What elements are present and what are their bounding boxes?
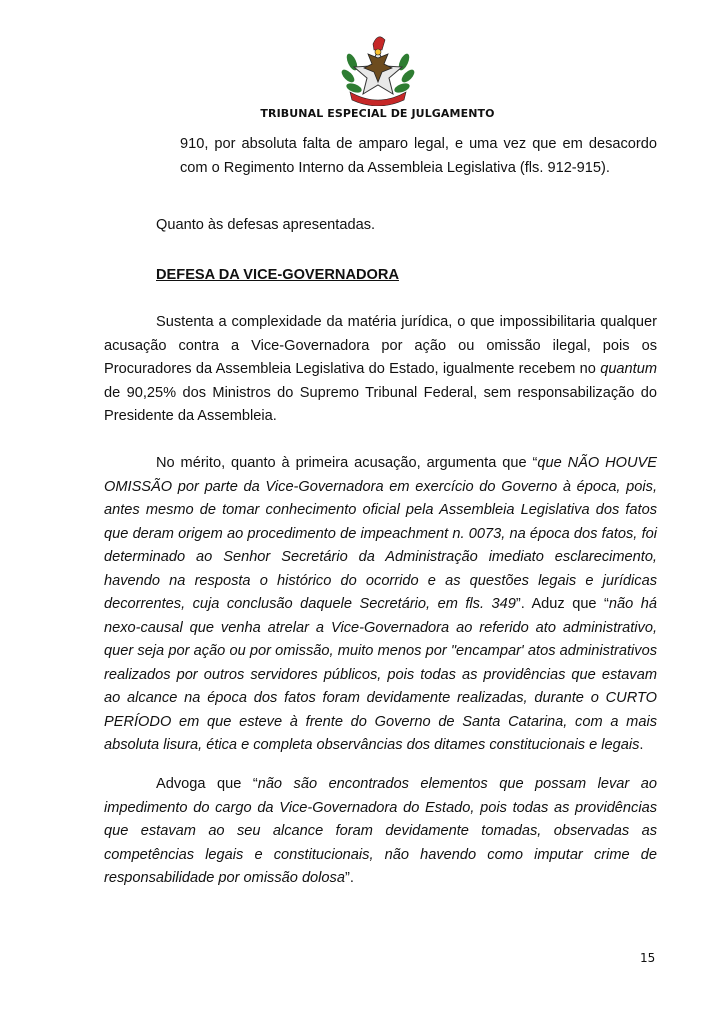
paragraph-complexity: Sustenta a complexidade da matéria jurídica, o que impossibilitaria qualquer acusação contra a Vice-Governadora por ação ou omissão ilegal, pois os Procuradores da Assembleia Legislativa do Estado, igualmente recebem no quantum de 90,25% dos Ministros do Supremo Tribunal Federal, sem responsabilização do Presidente da Assembleia. (104, 314, 657, 424)
paragraph-merit: No mérito, quanto à primeira acusação, argumenta que “que NÃO HOUVE OMISSÃO por parte da Vice-Governadora em exercício do Governo à época, pois, antes mesmo de tomar conhecimento oficial pela Assembleia Legislativa dos fatos que deram origem ao procedimento de impeachment n. 0073, na época dos fatos, foi determinado ao Senhor Secretário da Administração imediato esclarecimento, havendo na resposta o histórico do ocorrido e as questões legais e jurídicas decorrentes, cuja conclusão daquele Secretário, em fls. 349”. Aduz que “não há nexo-causal que venha atrelar a Vice-Governadora ao referido ato administrativo, quer seja por ação ou por omissão, muito menos por "encampar' atos administrativos realizados por outros servidores públicos, pois todas as providências que estavam ao alcance na época dos fatos foram devidamente realizadas, durante o CURTO PERÍODO em que esteve à frente do Governo de Santa Catarina, com a mais absoluta lisura, ética e completa observâncias dos ditames constitucionais e legais. (104, 455, 657, 753)
paragraph-continuation: 910, por absoluta falta de amparo legal, e uma vez que em desacordo com o Regimento Interno da Assembleia Legislativa (fls. 912-915). (180, 136, 657, 176)
paragraph-defenses: Quanto às defesas apresentadas. (156, 217, 376, 233)
section-heading: DEFESA DA VICE-GOVERNADORA (156, 267, 399, 283)
page-number: 15 (640, 951, 656, 965)
coat-of-arms-icon (340, 28, 416, 106)
court-name: TRIBUNAL ESPECIAL DE JULGAMENTO (260, 107, 495, 120)
paragraph-advocacy: Advoga que “não são encontrados elementos que possam levar ao impedimento do cargo da Vice-Governadora do Estado, pois todas as providências que estavam ao seu alcance foram devidamente tomadas, observadas as competências legais e constitucionais, não havendo como imputar crime de responsabilidade por omissão dolosa”. (104, 776, 657, 886)
